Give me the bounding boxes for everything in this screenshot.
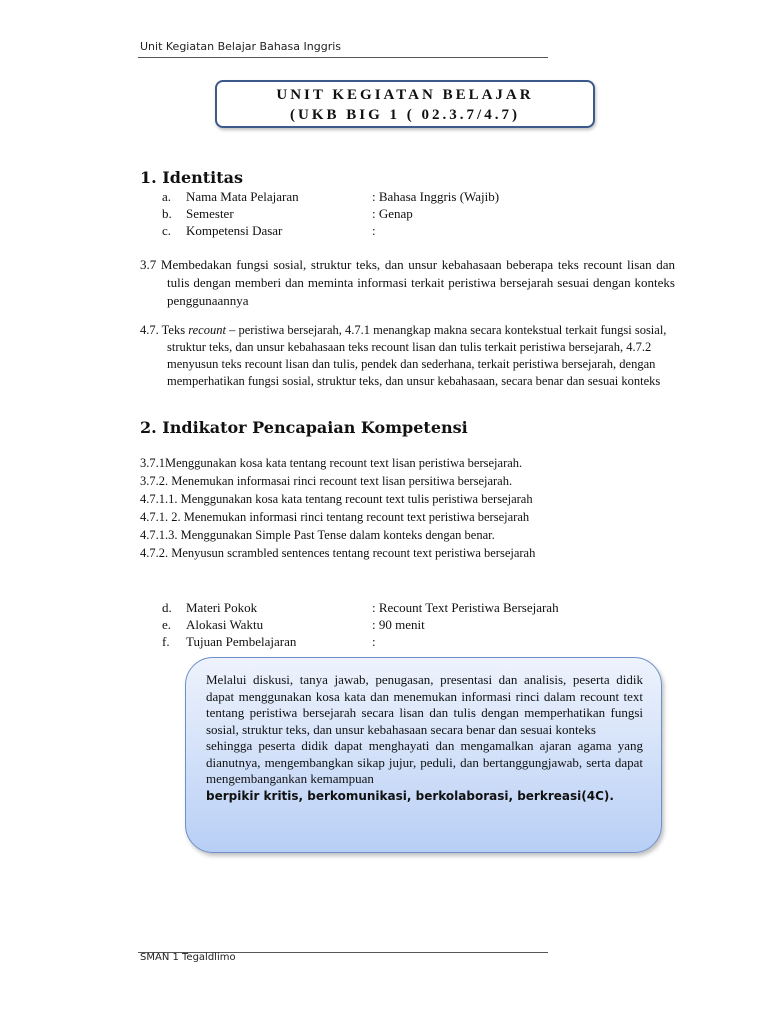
row-marker: c. — [162, 223, 172, 238]
row-label: Nama Mata Pelajaran — [186, 189, 299, 204]
section-indikator-heading: 2. Indikator Pencapaian Kompetensi — [140, 418, 468, 437]
kd-3-7: 3.7 Membedakan fungsi sosial, struktur teks, dan unsur kebahasaan beberapa teks recount lisan dan tulis dengan memberi dan meminta informasi terkait peristiwa bersejarah sesuai dengan konteks penggunaannya — [140, 257, 675, 308]
row-value: : — [372, 634, 376, 649]
identitas-row-e — [162, 616, 622, 633]
row-marker: e. — [162, 617, 172, 632]
row-marker: f. — [162, 634, 170, 649]
indikator-item: 3.7.2. Menemukan informasai rinci recount text lisan persitiwa bersejarah. — [140, 474, 513, 488]
row-label: Alokasi Waktu — [186, 617, 264, 632]
row-value: : Genap — [372, 206, 413, 221]
row-label: Tujuan Pembelajaran — [186, 634, 297, 649]
kd-4-7 — [140, 322, 675, 390]
kd-4-7-italic: recount — [188, 323, 226, 337]
indikator-item: 3.7.1Menggunakan kosa kata tentang recount text lisan peristiwa bersejarah. — [140, 456, 523, 470]
page-header: Unit Kegiatan Belajar Bahasa Inggris — [140, 40, 342, 53]
row-value: : Recount Text Peristiwa Bersejarah — [372, 600, 559, 615]
page-footer: SMAN 1 Tegaldlimo — [140, 952, 236, 963]
row-label: Semester — [186, 206, 234, 221]
row-marker: a. — [162, 189, 172, 204]
row-label: Materi Pokok — [186, 600, 258, 615]
tujuan-paragraph-2: sehingga peserta didik dapat menghayati dan mengamalkan ajaran agama yang dianutnya, mengembangkan sikap jujur, peduli, dan bertanggungjawab, serta dapat mengembangankan kemampuan — [206, 738, 643, 786]
tujuan-box — [185, 657, 662, 853]
indikator-item: 4.7.1.3. Menggunakan Simple Past Tense dalam konteks dengan benar. — [140, 528, 495, 542]
row-value: : Bahasa Inggris (Wajib) — [372, 189, 500, 204]
identitas-row-c — [162, 222, 602, 239]
identitas-row-d — [162, 599, 622, 616]
kd-4-7-prefix: 4.7. Teks — [140, 323, 189, 337]
row-label: Kompetensi Dasar — [186, 223, 283, 238]
row-value: : 90 menit — [372, 617, 425, 632]
title-line-2: (UKB BIG 1 ( 02.3.7/4.7) — [290, 107, 520, 123]
identitas-row-a — [162, 188, 602, 205]
row-marker: b. — [162, 206, 172, 221]
indikator-item: 4.7.2. Menyusun scrambled sentences tentang recount text peristiwa bersejarah — [140, 546, 536, 560]
row-value: : — [372, 223, 376, 238]
header-divider — [138, 57, 548, 58]
row-marker: d. — [162, 600, 172, 615]
indikator-item: 4.7.1.1. Menggunakan kosa kata tentang recount text tulis peristiwa bersejarah — [140, 492, 533, 506]
kd-4-7-text: – peristiwa bersejarah, 4.7.1 menangkap makna secara kontekstual terkait fungsi sosial, struktur teks, dan unsur kebahasaan teks recount lisan dan tulis terkait peristiwa bersejarah, 4.7.2 menyusun teks recount lisan dan tulis, pendek dan sederhana, terkait peristiwa bersejarah, dengan memperhatikan fungsi sosial, struktur teks, dan unsur kebahasaan, secara benar dan sesuai konteks — [167, 323, 667, 388]
title-line-1: UNIT KEGIATAN BELAJAR — [276, 87, 534, 103]
indikator-list — [140, 454, 680, 562]
title-box — [215, 80, 595, 128]
identitas-row-f — [162, 633, 622, 650]
section-identitas-heading: 1. Identitas — [140, 168, 243, 187]
identitas-row-b — [162, 205, 602, 222]
tujuan-paragraph-3: berpikir kritis, berkomunikasi, berkolaborasi, berkreasi(4C). — [206, 788, 614, 803]
tujuan-paragraph-1: Melalui diskusi, tanya jawab, penugasan, presentasi dan analisis, peserta didik dapat menggunakan kosa kata dan menemukan informasi rinci dalam recount text tentang peristiwa bersejarah secara lisan dan tulis dengan memperhatikan fungsi sosial, struktur teks, dan unsur kebahasaan secara benar dan sesuai konteks — [206, 672, 643, 737]
indikator-item: 4.7.1. 2. Menemukan informasi rinci tentang recount text peristiwa bersejarah — [140, 510, 530, 524]
